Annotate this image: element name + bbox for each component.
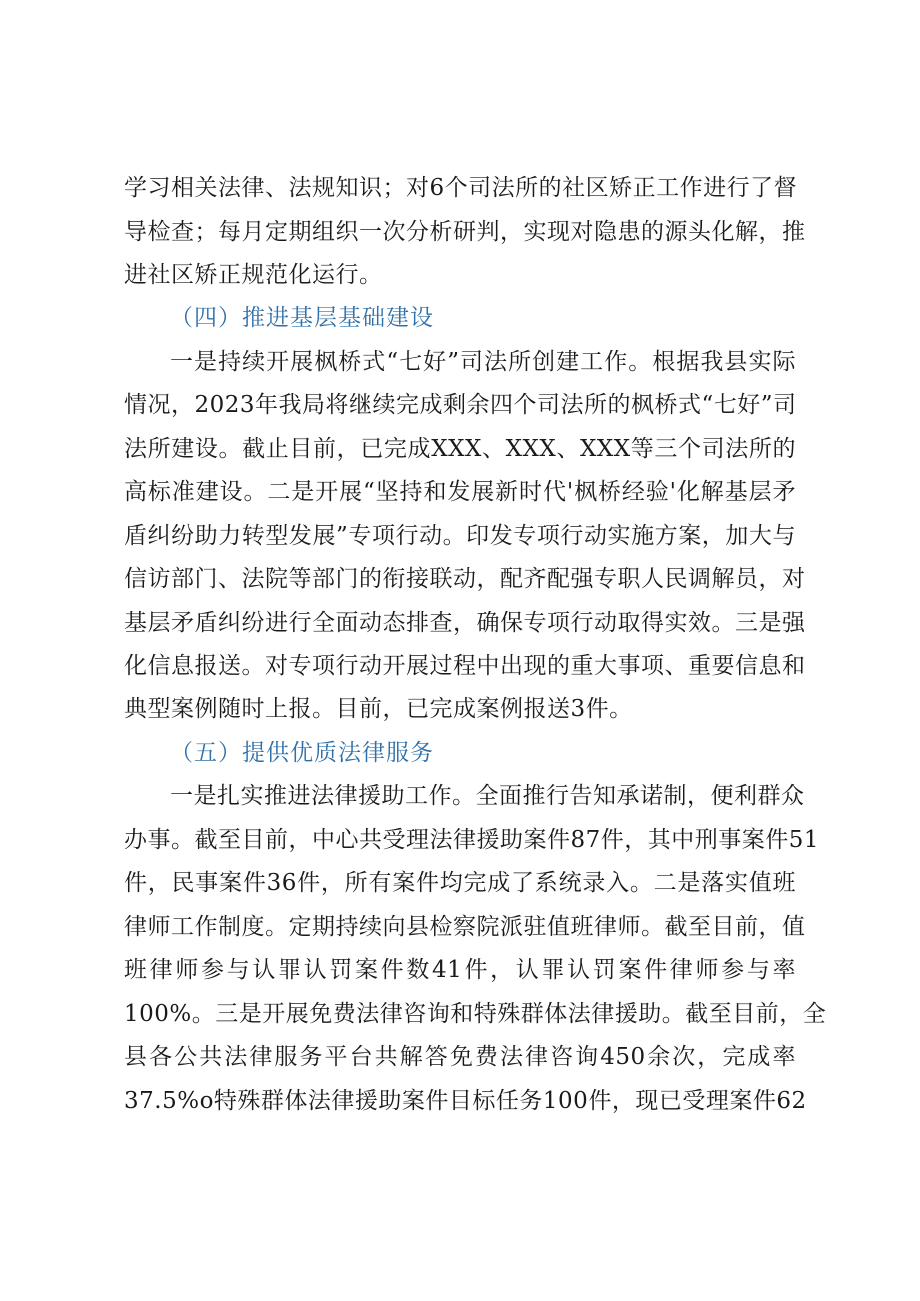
- para1-line-5: 盾纠纷助力转型发展”专项行动。印发专项行动实施方案，加大与: [124, 523, 796, 549]
- para1-line-7: 基层矛盾纠纷进行全面动态排查，确保专项行动取得实效。三是强: [124, 610, 806, 636]
- para1-line-3: 法所建设。截止目前，已完成XXX、XXX、XXX等三个司法所的: [124, 436, 796, 462]
- para1-line-6: 信访部门、法院等部门的衔接联动，配齐配强专职人民调解员，对: [124, 566, 806, 592]
- para1-line-1: 一是持续开展枫桥式“七好”司法所创建工作。根据我县实际: [170, 349, 796, 375]
- para2-line-5: 班律师参与认罪认罚案件数41件，认罪认罚案件律师参与率: [124, 957, 796, 983]
- section-heading-5: （五）提供优质法律服务: [170, 740, 434, 766]
- para1-line-8: 化信息报送。对专项行动开展过程中出现的重大事项、重要信息和: [124, 653, 806, 679]
- para0-line-2: 导检查；每月定期组织一次分析研判，实现对隐患的源头化解，推: [124, 219, 806, 245]
- para2-line-1: 一是扎实推进法律援助工作。全面推行告知承诺制，便利群众: [170, 783, 805, 809]
- para2-line-2: 办事。截至目前，中心共受理法律援助案件87件，其中刑事案件51: [124, 827, 820, 853]
- para2-line-8: 37.5%o特殊群体法律援助案件目标任务100件，现已受理案件62: [124, 1088, 807, 1114]
- para2-line-6: 100%。三是开展免费法律咨询和特殊群体法律援助。截至目前，全: [124, 1001, 827, 1027]
- para1-line-9: 典型案例随时上报。目前，已完成案例报送3件。: [124, 696, 633, 722]
- para2-line-7: 县各公共法律服务平台共解答免费法律咨询450余次，完成率: [124, 1044, 796, 1070]
- para1-line-2: 情况，2023年我局将继续完成剩余四个司法所的枫桥式“七好”司: [124, 392, 797, 418]
- para1-line-4: 高标准建设。二是开展“坚持和发展新时代'枫桥经验'化解基层矛: [124, 479, 796, 505]
- para2-line-4: 律师工作制度。定期持续向县检察院派驻值班律师。截至目前，值: [124, 914, 806, 940]
- section-heading-4: （四）推进基层基础建设: [170, 305, 434, 331]
- para0-line-1: 学习相关法律、法规知识；对6个司法所的社区矫正工作进行了督: [124, 175, 798, 201]
- para0-line-3: 进社区矫正规范化运行。: [124, 262, 383, 288]
- para2-line-3: 件，民事案件36件，所有案件均完成了系统录入。二是落实值班: [124, 870, 796, 896]
